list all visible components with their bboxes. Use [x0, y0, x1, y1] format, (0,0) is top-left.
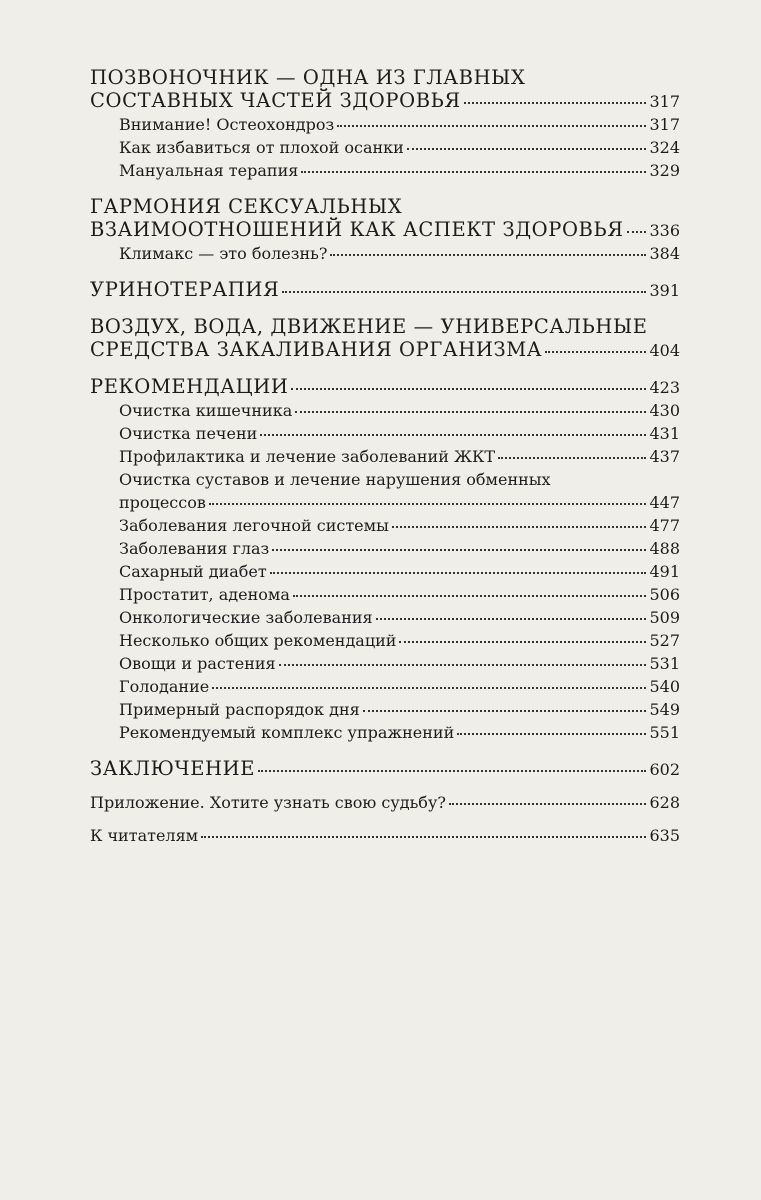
- dot-leader: [376, 618, 647, 620]
- toc-subitem[interactable]: [90, 652, 680, 675]
- subitem-title: Простатит, аденома: [119, 585, 290, 604]
- chapter-title: ЗАКЛЮЧЕНИЕ: [90, 757, 256, 780]
- chapter-title-line2: СОСТАВНЫХ ЧАСТЕЙ ЗДОРОВЬЯ: [90, 89, 461, 112]
- dot-leader: [399, 641, 646, 643]
- toc-subitem[interactable]: [90, 629, 680, 652]
- dot-leader: [545, 351, 646, 353]
- chapter-entry: [90, 89, 680, 113]
- subitem-title: Очистка печени: [119, 424, 258, 443]
- page-number: 384: [649, 244, 680, 263]
- toc-subitem[interactable]: [90, 136, 680, 159]
- page-number: 635: [649, 826, 680, 845]
- subitem-title: Климакс — это болезнь?: [119, 244, 328, 263]
- page-number: 430: [649, 401, 680, 420]
- dot-leader: [449, 803, 647, 805]
- toc-subitem[interactable]: [90, 583, 680, 606]
- toc-to-readers[interactable]: [90, 824, 680, 847]
- subitem-title: Как избавиться от плохой осанки: [119, 138, 404, 157]
- dot-leader: [293, 595, 647, 597]
- dot-leader: [279, 664, 647, 666]
- page-number: 477: [649, 516, 680, 535]
- page-number: 437: [649, 447, 680, 466]
- dot-leader: [282, 291, 646, 293]
- table-of-contents: [90, 66, 680, 847]
- page-number: 488: [649, 539, 680, 558]
- dot-leader: [464, 102, 647, 104]
- toc-chapter-harmony[interactable]: [90, 195, 680, 242]
- subitem-title: Заболевания глаз: [119, 539, 270, 558]
- dot-leader: [330, 254, 646, 256]
- page-number: 509: [649, 608, 680, 627]
- toc-chapter-urinotherapy[interactable]: [90, 278, 680, 302]
- page-number: 317: [649, 92, 680, 111]
- appendix-title: Приложение. Хотите узнать свою судьбу?: [90, 793, 446, 812]
- toc-chapter-recommendations[interactable]: [90, 375, 680, 399]
- page-number: 506: [649, 585, 680, 604]
- toc-subitem[interactable]: [90, 445, 680, 468]
- subitem-title: Онкологические заболевания: [119, 608, 373, 627]
- toc-chapter-conclusion[interactable]: [90, 757, 680, 781]
- page-number: 527: [649, 631, 680, 650]
- subitem-title: Рекомендуемый комплекс упражнений: [119, 723, 455, 742]
- page-number: 602: [649, 760, 680, 779]
- page-number: 540: [649, 677, 680, 696]
- dot-leader: [363, 710, 647, 712]
- dot-leader: [301, 171, 646, 173]
- page-number: 447: [649, 493, 680, 512]
- page-number: 324: [649, 138, 680, 157]
- toc-appendix[interactable]: [90, 791, 680, 814]
- page-number: 336: [649, 221, 680, 240]
- chapter-title-line1: ВОЗДУХ, ВОДА, ДВИЖЕНИЕ — УНИВЕРСАЛЬНЫЕ: [90, 315, 648, 338]
- subitem-title: Примерный распорядок дня: [119, 700, 360, 719]
- dot-leader: [260, 434, 646, 436]
- dot-leader: [407, 148, 647, 150]
- dot-leader: [258, 770, 646, 772]
- chapter-entry: [90, 338, 680, 362]
- page-number: 491: [649, 562, 680, 581]
- dot-leader: [201, 836, 646, 838]
- page-number: 404: [649, 341, 680, 360]
- subitem-title: Внимание! Остеохондроз: [119, 115, 335, 134]
- page-number: 549: [649, 700, 680, 719]
- page-number: 628: [649, 793, 680, 812]
- subitem-title-line2: процессов: [119, 493, 206, 512]
- chapter-title-line1: ГАРМОНИЯ СЕКСУАЛЬНЫХ: [90, 195, 403, 218]
- chapter-entry: [90, 218, 680, 242]
- dot-leader: [392, 526, 647, 528]
- page-number: 551: [649, 723, 680, 742]
- dot-leader: [291, 388, 646, 390]
- dot-leader: [270, 572, 647, 574]
- dot-leader: [627, 231, 647, 233]
- dot-leader: [272, 549, 646, 551]
- readers-title: К читателям: [90, 826, 199, 845]
- chapter-title-line2: ВЗАИМООТНОШЕНИЙ КАК АСПЕКТ ЗДОРОВЬЯ: [90, 218, 624, 241]
- toc-chapter-air-water[interactable]: [90, 315, 680, 362]
- dot-leader: [337, 125, 646, 127]
- page-number: 329: [649, 161, 680, 180]
- subitem-title: Мануальная терапия: [119, 161, 299, 180]
- dot-leader: [212, 687, 646, 689]
- chapter-title-line1: ПОЗВОНОЧНИК — ОДНА ИЗ ГЛАВНЫХ: [90, 66, 526, 89]
- toc-subitem[interactable]: [90, 721, 680, 744]
- chapter-title: РЕКОМЕНДАЦИИ: [90, 375, 289, 398]
- chapter-title-line2: СРЕДСТВА ЗАКАЛИВАНИЯ ОРГАНИЗМА: [90, 338, 543, 361]
- subitem-entry: [119, 491, 680, 514]
- toc-subitem[interactable]: [90, 422, 680, 445]
- dot-leader: [209, 503, 647, 505]
- subitem-title: Профилактика и лечение заболеваний ЖКТ: [119, 447, 495, 466]
- toc-chapter-spine[interactable]: [90, 66, 680, 113]
- page-number: 391: [649, 281, 680, 300]
- toc-subitem[interactable]: [90, 468, 680, 514]
- dot-leader: [498, 457, 646, 459]
- toc-subitem[interactable]: [90, 159, 680, 182]
- toc-subitem[interactable]: [90, 698, 680, 721]
- toc-subitem[interactable]: [90, 606, 680, 629]
- subitem-title: Сахарный диабет: [119, 562, 267, 581]
- toc-subitem[interactable]: [90, 399, 680, 422]
- page-number: 431: [649, 424, 680, 443]
- dot-leader: [457, 733, 646, 735]
- page-number: 317: [649, 115, 680, 134]
- chapter-title: УРИНОТЕРАПИЯ: [90, 278, 280, 301]
- subitem-title: Очистка кишечника: [119, 401, 293, 420]
- toc-subitem[interactable]: [90, 675, 680, 698]
- toc-subitem[interactable]: [90, 514, 680, 537]
- subitem-title: Голодание: [119, 677, 210, 696]
- toc-subitem[interactable]: [90, 242, 680, 265]
- subitem-title: Заболевания легочной системы: [119, 516, 389, 535]
- subitem-title: Овощи и растения: [119, 654, 276, 673]
- page-number: 423: [649, 378, 680, 397]
- subitem-title-line1: Очистка суставов и лечение нарушения обменных: [119, 470, 551, 489]
- toc-subitem[interactable]: [90, 560, 680, 583]
- toc-subitem[interactable]: [90, 113, 680, 136]
- page-number: 531: [649, 654, 680, 673]
- toc-subitem[interactable]: [90, 537, 680, 560]
- dot-leader: [295, 411, 646, 413]
- subitem-title: Несколько общих рекомендаций: [119, 631, 397, 650]
